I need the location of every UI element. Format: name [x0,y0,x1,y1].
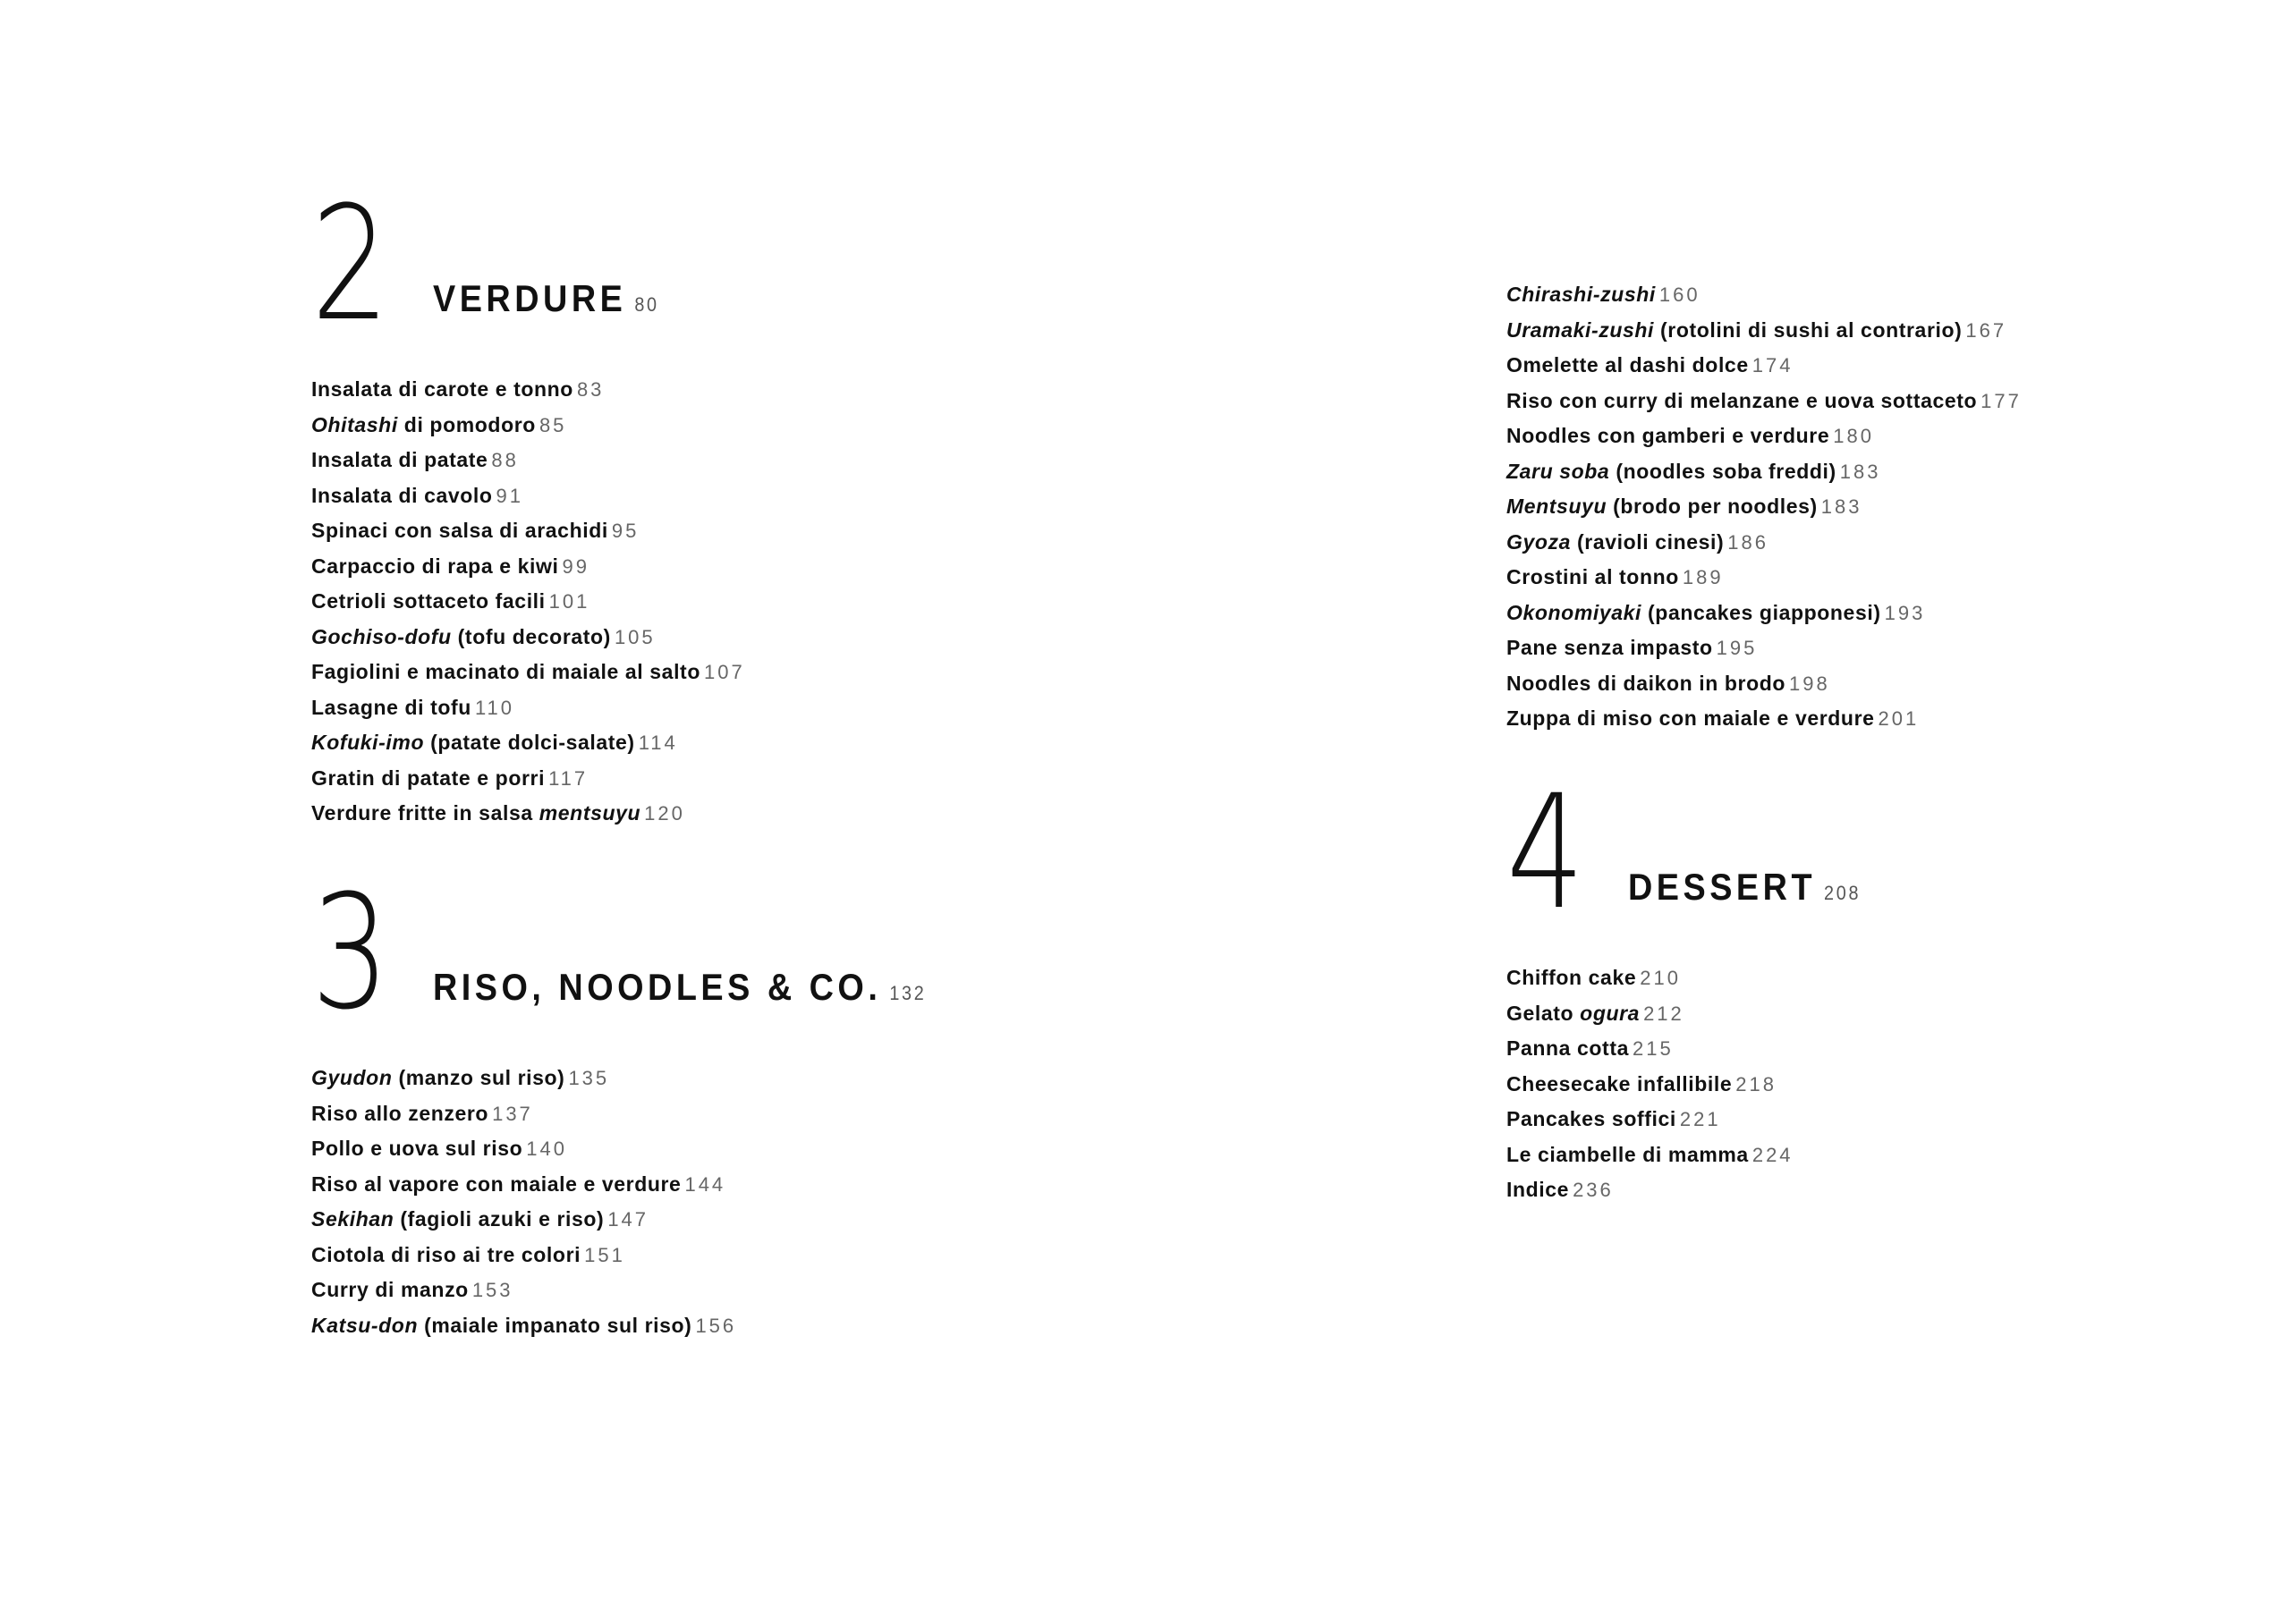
entry-page-number: 221 [1679,1108,1721,1130]
list-item [1506,489,2022,525]
entry-page-number: 140 [526,1138,567,1160]
entry-page-number: 189 [1682,566,1724,588]
dessert-recipe-list [1506,960,1794,1172]
index-entry [1506,1172,1614,1208]
list-item [1506,1138,1794,1173]
section-title [1628,866,1861,932]
entry-page-number: 99 [562,554,589,578]
entry-page-number: 198 [1789,672,1830,695]
entry-page-number: 135 [568,1067,610,1089]
list-item [1506,313,2022,349]
entry-italic-term: ogura [1580,1001,1641,1025]
entry-page-number: 215 [1632,1037,1674,1060]
entry-text: (brodo per noodles) [1607,495,1818,518]
entry-text: Crostini al tonno [1506,565,1679,588]
list-item [311,478,745,514]
entry-page-number: 167 [1965,318,2007,342]
entry-page-number: 156 [695,1314,737,1337]
entry-page-number: 105 [614,625,656,648]
entry-text: Insalata di carote e tonno [311,377,573,401]
section-title-text: DESSERT [1628,866,1817,908]
entry-page-number: 218 [1735,1072,1777,1095]
entry-text: Insalata di cavolo [311,483,493,507]
list-item [1506,454,2022,490]
entry-text: Spinaci con salsa di arachidi [311,519,608,542]
entry-page-number: 147 [607,1208,649,1231]
list-item [1506,525,2022,561]
entry-text: Cetrioli sottaceto facili [311,589,546,613]
entry-label: Indice [1506,1178,1570,1201]
entry-page-number: 160 [1658,283,1701,306]
entry-text: Lasagne di tofu [311,695,471,719]
verdure-recipe-list [311,372,745,832]
entry-page-number: 91 [496,484,524,507]
list-item [311,796,745,832]
list-item [311,761,745,797]
list-item [311,1131,736,1167]
entry-page-number: 174 [1751,354,1794,376]
entry-text: (noodles soba freddi) [1609,459,1836,483]
entry-text: Riso al vapore con maiale e verdure [311,1171,682,1196]
entry-page-number: 183 [1839,460,1881,483]
entry-text: Chiffon cake [1506,966,1637,989]
entry-text: (patate dolci-salate) [424,731,635,754]
list-item [311,443,745,478]
section-page-number: 80 [634,293,659,316]
section-number: 3 [311,861,390,1045]
entry-italic-term: Ohitashi [311,412,398,436]
entry-text: Riso con curry di melanzane e uova sottaceto [1506,388,1978,412]
section-title-text: VERDURE [433,277,627,319]
list-item [311,1238,736,1273]
list-item [1506,701,2022,737]
section-page-number: 132 [889,982,927,1004]
entry-italic-term: Gyoza [1506,529,1572,554]
list-item [1506,996,1794,1032]
list-item [311,1273,736,1308]
entry-text: Zuppa di miso con maiale e verdure [1506,706,1875,730]
entry-italic-term: Sekihan [311,1207,394,1231]
section-number: 2 [311,173,390,356]
entry-text: (ravioli cinesi) [1571,529,1725,554]
entry-italic-term: Gochiso-dofu [311,624,452,648]
entry-page-number: 88 [491,449,519,471]
entry-page-number: 95 [611,520,640,542]
list-item [311,549,745,585]
section-heading-dessert [1506,761,1887,944]
riso-recipe-list [311,1061,736,1343]
list-item [1506,560,2022,596]
entry-text: Curry di manzo [311,1278,469,1301]
entry-text: Cheesecake infallibile [1506,1071,1733,1095]
list-item [311,584,745,620]
list-item [1506,1031,1794,1067]
list-item [1506,1172,1614,1208]
list-item [1506,348,2022,384]
list-item [311,408,745,444]
list-item [311,372,745,408]
section-number: 4 [1506,761,1585,944]
entry-page-number: 137 [492,1102,533,1125]
list-item [1506,384,2022,419]
entry-italic-term: Mentsuyu [1506,495,1607,518]
section-heading-riso [311,861,981,1045]
entry-page-number: 180 [1833,425,1874,447]
entry-page-number: 85 [539,413,567,436]
list-item [1506,630,2022,666]
entry-italic-term: mentsuyu [539,801,641,825]
entry-text: Gratin di patate e porri [311,765,546,790]
entry-italic-term: Kofuki-imo [311,731,425,754]
section-title-text: RISO, NOODLES & CO. [433,966,882,1008]
entry-page-number: 183 [1820,495,1862,518]
entry-text: Noodles con gamberi e verdure [1506,424,1830,447]
list-item [1506,960,1794,996]
entry-text: Noodles di daikon in brodo [1506,671,1786,695]
entry-text: Verdure fritte in salsa [311,801,539,825]
entry-italic-term: Zaru soba [1506,459,1610,483]
entry-page-number: 144 [684,1172,726,1196]
entry-text: (rotolini di sushi al contrario) [1654,317,1963,342]
entry-text: Gelato [1506,1001,1581,1025]
entry-page-number: 151 [584,1243,625,1266]
list-item [1506,277,2022,313]
entry-page-number: 210 [1640,967,1681,989]
entry-italic-term: Katsu-don [311,1313,419,1337]
entry-text: Pancakes soffici [1506,1107,1676,1130]
list-item [311,1202,736,1238]
list-item [311,690,745,726]
list-item [311,620,745,656]
entry-page-number: 224 [1751,1143,1794,1166]
entry-italic-term: Okonomiyaki [1506,600,1642,624]
list-item [311,1096,736,1132]
entry-page-number: 236 [1573,1179,1614,1201]
entry-text: Ciotola di riso ai tre colori [311,1242,581,1266]
list-item [311,1308,736,1344]
list-item [311,725,745,761]
entry-page-number: 186 [1727,530,1769,554]
list-item [1506,666,2022,702]
list-item [311,655,745,690]
entry-text: (manzo sul riso) [392,1066,565,1089]
entry-text: Carpaccio di rapa e kiwi [311,554,559,578]
entry-page-number: 107 [703,661,745,683]
entry-text: Insalata di patate [311,448,488,471]
entry-text: Panna cotta [1506,1036,1629,1060]
entry-text: Pane senza impasto [1506,636,1713,659]
entry-page-number: 83 [576,378,605,401]
entry-page-number: 101 [548,590,590,613]
section-title [433,966,926,1032]
entry-page-number: 177 [1980,389,2022,412]
riso-recipe-list-continued [1506,277,2022,737]
entry-page-number: 110 [474,696,515,719]
entry-page-number: 201 [1878,707,1920,730]
entry-page-number: 195 [1716,637,1758,659]
section-heading-verdure [311,173,684,356]
entry-page-number: 153 [471,1279,513,1301]
entry-text: di pomodoro [397,412,536,436]
entry-italic-term: Gyudon [311,1066,393,1089]
section-page-number: 208 [1824,882,1862,904]
entry-page-number: 117 [548,766,589,790]
list-item [1506,1067,1794,1103]
section-title [433,277,659,343]
list-item [1506,419,2022,454]
list-item [311,1167,736,1203]
list-item [311,1061,736,1096]
list-item [1506,596,2022,631]
entry-text: Omelette al dashi dolce [1506,353,1749,376]
entry-text: Le ciambelle di mamma [1506,1142,1749,1166]
entry-text: (maiale impanato sul riso) [418,1313,692,1337]
entry-page-number: 114 [638,732,678,754]
entry-text: Riso allo zenzero [311,1101,489,1125]
entry-italic-term: Uramaki-zushi [1506,317,1655,342]
entry-italic-term: Chirashi-zushi [1506,283,1656,306]
entry-text: (tofu decorato) [451,624,611,648]
list-item [1506,1102,1794,1138]
entry-text: Pollo e uova sul riso [311,1137,523,1160]
list-item [311,513,745,549]
entry-text: (pancakes giapponesi) [1641,600,1881,624]
entry-page-number: 193 [1884,601,1926,624]
entry-page-number: 212 [1643,1002,1684,1025]
entry-page-number: 120 [644,802,685,825]
entry-text: Fagiolini e macinato di maiale al salto [311,660,700,683]
entry-text: (fagioli azuki e riso) [394,1207,605,1231]
